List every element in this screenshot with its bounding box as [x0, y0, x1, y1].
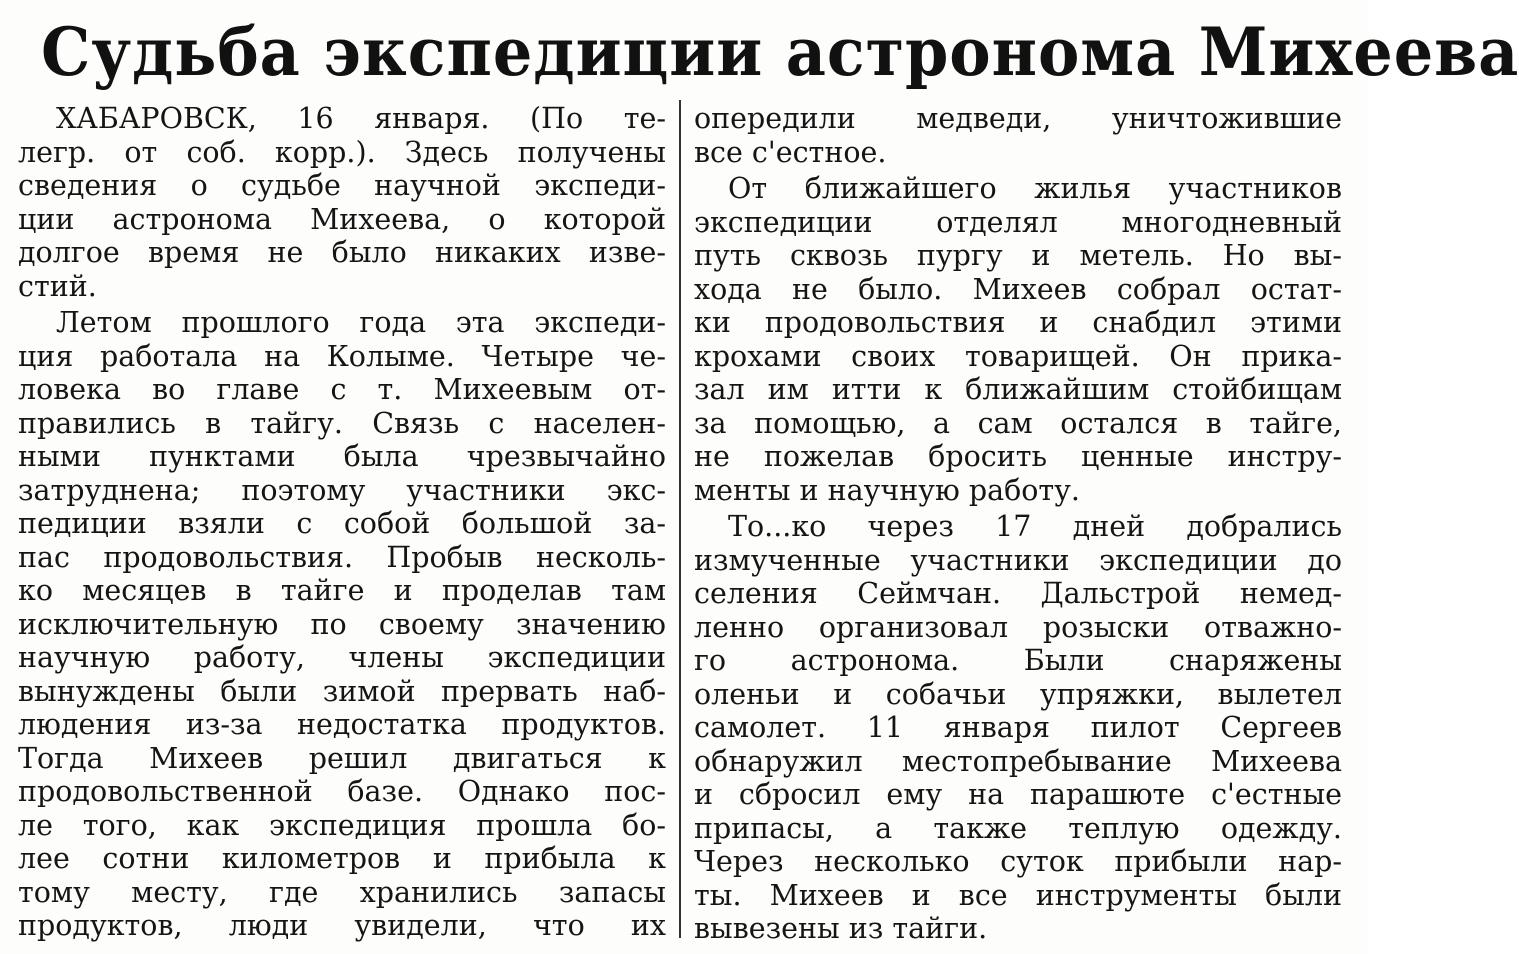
text-line: обнаружил местопребывание Михеева [694, 744, 1342, 778]
column-divider [679, 100, 681, 938]
text-line: хода не было. Михеев собрал остат- [694, 272, 1342, 306]
text-line: правились в тайгу. Связь с населен- [18, 406, 666, 440]
text-line: менты и научную работу. [694, 473, 1080, 507]
text-line: зал им итти к ближайшим стойбищам [694, 373, 1342, 406]
text-line: не пожелав бросить ценные инстру- [694, 440, 1342, 473]
text-line: ты. Михеев и все инструменты были [694, 878, 1342, 912]
text-line: измученные участники экспедиции до [694, 543, 1342, 577]
text-line: легр. от соб. корр.). Здесь получены [18, 135, 666, 169]
text-line: селения Сеймчан. Дальстрой немед- [694, 577, 1342, 610]
left-column [18, 102, 666, 943]
text-line: вынуждены были зимой прервать наб- [18, 674, 666, 708]
text-line: затруднена; поэтому участники экс- [18, 473, 666, 507]
text-line: долгое время не было никаких изве- [18, 236, 666, 269]
text-line: все с'естное. [694, 135, 887, 169]
text-line: людения из-за недостатка продуктов. [18, 708, 666, 741]
text-line: Через несколько суток прибыли нар- [694, 845, 1342, 878]
text-line: ловека во главе с т. Михеевым от- [18, 373, 666, 406]
text-line: Тогда Михеев решил двигаться к [18, 741, 666, 775]
text-line: крохами своих товарищей. Он прика- [694, 339, 1342, 373]
text-line: ко месяцев в тайге и проделав там [18, 574, 666, 607]
text-line: оленьи и собачьи упряжки, вылетел [694, 677, 1342, 711]
text-line: исключительную по своему значению [18, 607, 666, 641]
text-line: пас продовольствия. Пробыв несколь- [18, 540, 666, 574]
text-line: лее сотни километров и прибыла к [18, 842, 666, 875]
text-line: От ближайшего жилья участников [728, 172, 1342, 205]
text-line: припасы, а также теплую одежду. [694, 811, 1342, 845]
text-line: ки продовольствия и снабдил этими [694, 306, 1342, 339]
text-line: путь сквозь пургу и метель. Но вы- [694, 239, 1342, 272]
right-column [694, 102, 1342, 946]
text-line: опередили медведи, уничтожившие [694, 102, 1342, 135]
text-line: вывезены из тайги. [694, 912, 988, 945]
text-line: ХАБАРОВСК, 16 января. (По те- [56, 102, 666, 135]
text-line: тому месту, где хранились запасы [18, 875, 666, 909]
text-line: ция работала на Колыме. Четыре че- [18, 339, 666, 373]
text-line: ции астронома Михеева, о которой [18, 202, 666, 236]
text-line: самолет. 11 января пилот Сергеев [694, 711, 1342, 744]
text-line: за помощью, а сам остался в тайге, [694, 406, 1342, 440]
article-headline: Судьба экспедиции астронома Михеева [41, 13, 1519, 91]
text-line: педиции взяли с собой большой за- [18, 507, 666, 540]
text-line: Летом прошлого года эта экспеди- [56, 306, 666, 339]
text-line: и сбросил ему на парашюте с'естные [694, 778, 1342, 811]
text-line: стий. [18, 269, 97, 303]
text-line: То...ко через 17 дней добрались [728, 510, 1342, 543]
text-line: ными пунктами была чрезвычайно [18, 440, 666, 473]
text-line: экспедиции отделял многодневный [694, 205, 1342, 239]
text-line: продовольственной базе. Однако пос- [18, 775, 666, 808]
text-line: ленно организовал розыски отважно- [694, 610, 1342, 644]
text-line: научную работу, члены экспедиции [18, 641, 666, 674]
text-line: продуктов, люди увидели, что их [18, 909, 666, 942]
text-line: ле того, как экспедиция прошла бо- [18, 808, 666, 842]
text-line: го астронома. Были снаряжены [694, 644, 1342, 677]
text-line: сведения о судьбе научной экспеди- [18, 169, 666, 202]
